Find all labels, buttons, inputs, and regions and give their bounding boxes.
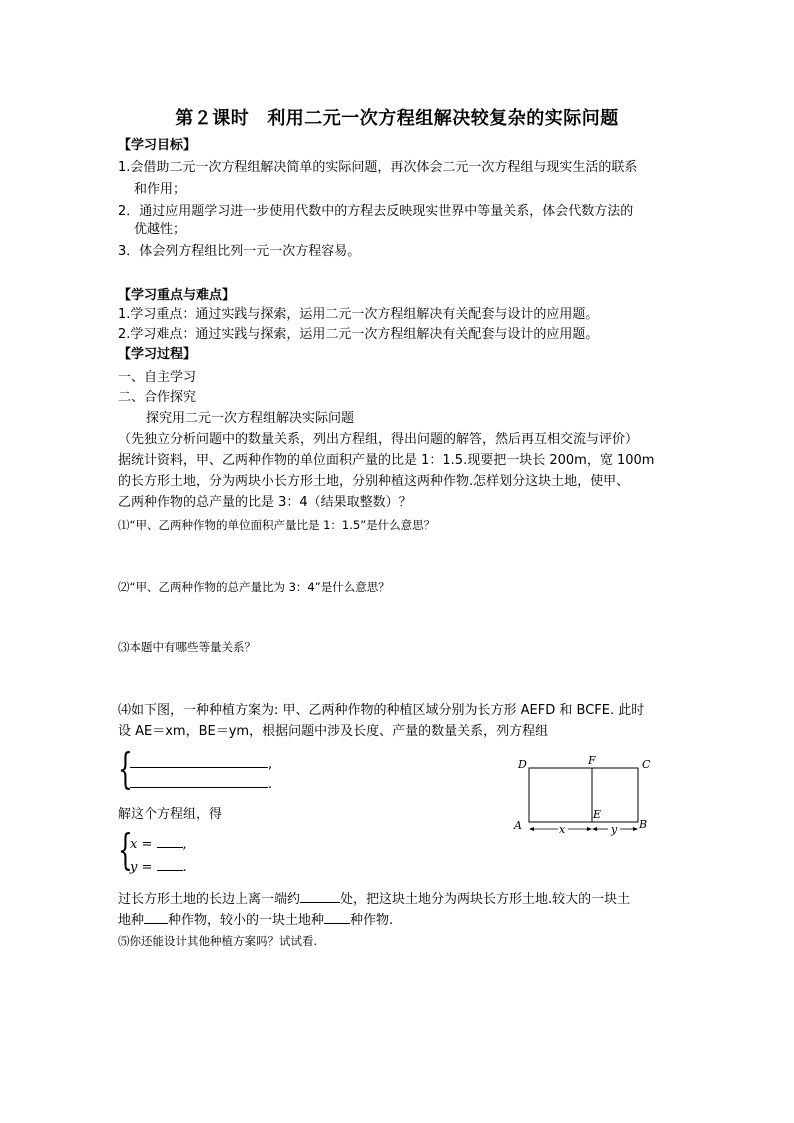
lesson-number: 第２课时: [175, 108, 250, 129]
problem-line-2: 的长方形土地，分为两块小长方形土地，分别种植这两种作物.怎样划分这块土地，使甲、: [118, 474, 630, 489]
y-arrowhead-left: [592, 827, 597, 831]
solution-x: x = ,: [130, 834, 187, 852]
section-self-study: 一、自主学习: [118, 370, 197, 385]
question-4-line-1: ⑷如下图，一种种植方案为: 甲、乙两种作物的种植区域分别为长方形 AEFD 和 BCFE. 此时: [118, 703, 645, 718]
question-4-line-2: 设 AE＝xm，BE＝ym，根据问题中涉及长度、产量的数量关系，列方程组: [118, 724, 549, 739]
equation-2-blank[interactable]: [130, 774, 268, 788]
exploration-subtitle: 探究用二元一次方程组解决实际问题: [146, 411, 355, 426]
equation-1: ,: [130, 754, 272, 772]
lesson-topic: 利用二元一次方程组解决较复杂的实际问题: [267, 108, 619, 129]
problem-line-3: 乙两种作物的总产量的比是 3：4（结果取整数）？: [118, 495, 412, 510]
y-arrowhead-right: [633, 827, 638, 831]
question-3: ⑶本题中有哪些等量关系？: [118, 640, 256, 654]
label-b: B: [639, 818, 648, 831]
key-point-2: 2.学习难点：通过实践与探索，运用二元一次方程组解决有关配套与设计的应用题。: [118, 327, 599, 342]
key-points-heading: 【学习重点与难点】: [118, 288, 236, 303]
goal-2-line-2: 优越性；: [134, 222, 187, 237]
question-5: ⑸你还能设计其他种植方案吗？试试看.: [118, 934, 318, 948]
problem-line-1: 据统计资料，甲、乙两种作物的单位面积产量的比是 1：1.5.现要把一块长 200m，宽 100m: [118, 453, 655, 468]
smaller-crop-blank[interactable]: [324, 910, 350, 924]
solution-y: y = .: [130, 857, 187, 875]
solve-text: 解这个方程组，得: [118, 807, 223, 822]
goal-1-line-1: 1.会借助二元一次方程组解决简单的实际问题，再次体会二元一次方程组与现实生活的联系: [118, 160, 638, 175]
left-brace: {: [118, 744, 133, 793]
label-e: E: [593, 808, 602, 821]
goals-heading: 【学习目标】: [118, 138, 197, 153]
goal-1-line-2: 和作用；: [134, 182, 187, 197]
key-point-1: 1.学习重点：通过实践与探索，运用二元一次方程组解决有关配套与设计的应用题。: [118, 307, 599, 322]
goal-2-line-1: 2．通过应用题学习进一步使用代数中的方程去反映现实世界中等量关系，体会代数方法的: [118, 204, 634, 219]
field-division-diagram: [508, 752, 658, 836]
label-x: x: [559, 823, 566, 836]
question-1: ⑴“甲、乙两种作物的单位面积产量比是 1：1.5”是什么意思？: [118, 518, 436, 532]
solution-brace: {: [118, 825, 133, 874]
distance-blank[interactable]: [300, 889, 340, 903]
label-f: F: [588, 754, 596, 767]
label-d: D: [518, 758, 527, 771]
label-a: A: [514, 819, 522, 832]
x-arrowhead-left: [529, 827, 534, 831]
label-y: y: [611, 823, 618, 836]
question-2: ⑵“甲、乙两种作物的总产量比为 3：4”是什么意思？: [118, 580, 390, 594]
process-heading: 【学习过程】: [118, 347, 197, 362]
solution-x-blank[interactable]: [157, 834, 183, 848]
label-c: C: [642, 758, 651, 771]
x-arrowhead-right: [587, 827, 592, 831]
solution-y-blank[interactable]: [157, 857, 183, 871]
field-rectangle: [529, 768, 638, 822]
conclusion-line-1: 过长方形土地的长边上离一端约 处，把这块土地分为两块长方形土地.较大的一块土: [118, 889, 630, 910]
goal-3: 3．体会列方程组比列一元一次方程容易。: [118, 244, 361, 259]
conclusion-line-2: 地种 种作物，较小的一块土地种 种作物.: [118, 910, 393, 931]
page-title: [0, 104, 794, 130]
section-cooperative: 二、合作探究: [118, 390, 197, 405]
larger-crop-blank[interactable]: [144, 910, 168, 924]
equation-2: .: [130, 774, 272, 792]
equation-1-blank[interactable]: [130, 754, 268, 768]
exploration-note: （先独立分析问题中的数量关系，列出方程组，得出问题的解答，然后再互相交流与评价）: [118, 432, 639, 447]
